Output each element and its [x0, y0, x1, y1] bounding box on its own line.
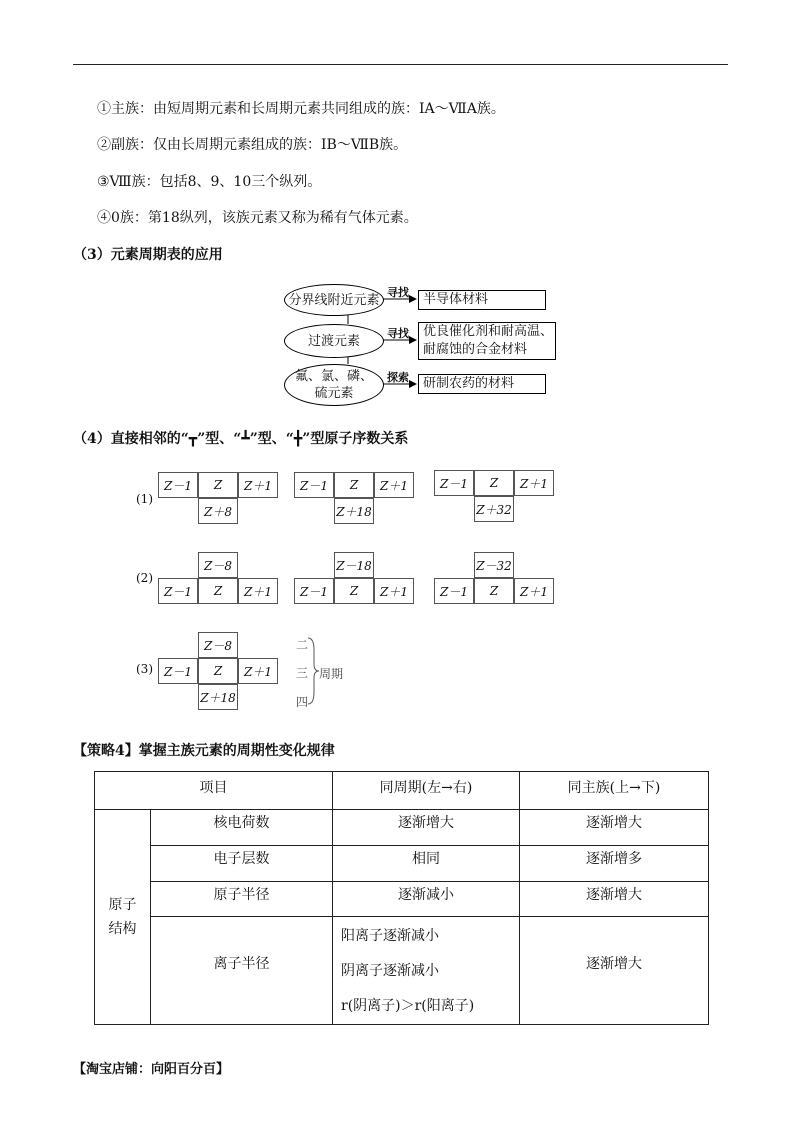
- ion-period-line: r(阴离子)＞r(阳离子): [341, 998, 475, 1014]
- section-3-heading: （3）元素周期表的应用: [73, 247, 223, 263]
- ellipse-boundary-elements: 分界线附近元素: [284, 284, 384, 316]
- grid-cell: Z＋1: [238, 658, 278, 684]
- item-cell: 核电荷数: [151, 810, 333, 846]
- item-cell: 原子半径: [151, 882, 333, 917]
- grid-cell: Z＋18: [334, 498, 374, 524]
- group-label-2: 结构: [108, 921, 137, 937]
- grid-cell: Z: [198, 578, 238, 604]
- ellipse-line-2: 硫元素: [314, 386, 354, 401]
- period-brace: [306, 636, 320, 706]
- result-pesticide: 研制农药的材料: [418, 374, 546, 394]
- grid-cell: Z＋32: [474, 496, 514, 522]
- grid-cell: Z－8: [198, 552, 238, 578]
- grid-cell: Z＋1: [374, 578, 414, 604]
- strategy-4-heading: 【策略4】掌握主族元素的周期性变化规律: [73, 743, 335, 759]
- ion-period-line: 阳离子逐渐减小: [341, 928, 439, 944]
- arrow-label-1: 寻找: [387, 286, 409, 299]
- period-cell: 逐渐减小: [333, 882, 520, 917]
- grid-cell: Z－1: [158, 578, 198, 604]
- table-header-row: [95, 772, 709, 810]
- grid-cell: Z＋1: [238, 472, 278, 498]
- ellipse-line-1: 氟、氯、磷、: [294, 369, 373, 384]
- header-family: 同主族(上→下): [520, 772, 709, 810]
- row-label-3: (3): [136, 662, 153, 676]
- grid-cell: Z: [474, 578, 514, 604]
- period-label-4: 四: [296, 695, 309, 709]
- table-row: [95, 810, 709, 846]
- grid-cell: Z: [198, 658, 238, 684]
- period-cell: 相同: [333, 846, 520, 882]
- result-catalyst: [418, 322, 556, 360]
- grid-cell: Z＋1: [238, 578, 278, 604]
- group-label-1: 原子: [108, 897, 137, 913]
- grid-cell: Z＋8: [198, 498, 238, 524]
- grid-cell: Z: [334, 578, 374, 604]
- section-4-heading: （4）直接相邻的“┳”型、“┻”型、“╋”型原子序数关系: [73, 431, 409, 447]
- grid-cell: Z－1: [434, 470, 474, 496]
- grid-cell: Z－32: [474, 552, 514, 578]
- grid-cell: Z－8: [198, 632, 238, 658]
- diagram-connectors: [0, 0, 800, 420]
- grid-cell: Z－1: [294, 578, 334, 604]
- grid-cell: Z－18: [334, 552, 374, 578]
- main-group-line: ①主族：由短周期元素和长周期元素共同组成的族：ⅠA～ⅦA族。: [97, 101, 505, 117]
- grid-cell: Z: [334, 472, 374, 498]
- sub-group-line: ②副族：仅由长周期元素组成的族：ⅠB～ⅦB族。: [97, 137, 408, 153]
- item-cell: 电子层数: [151, 846, 333, 882]
- family-cell: 逐渐增大: [520, 810, 709, 846]
- ellipse-nonmetal-elements: [284, 364, 384, 406]
- family-cell: 逐渐增大: [520, 882, 709, 917]
- grid-cell: Z－1: [158, 472, 198, 498]
- group-0-line: ④0族：第18纵列，该族元素又称为稀有气体元素。: [97, 210, 418, 226]
- ion-period-line: 阴离子逐渐减小: [341, 963, 439, 979]
- grid-cell: Z＋18: [198, 684, 238, 710]
- table-row: [95, 917, 709, 1025]
- grid-cell: Z: [474, 470, 514, 496]
- ellipse-transition-elements: 过渡元素: [284, 324, 384, 358]
- row-label-2: (2): [136, 571, 153, 585]
- atomic-structure-cell: [95, 810, 151, 1025]
- group-8-line: ③Ⅷ族：包括8、9、10三个纵列。: [97, 174, 322, 190]
- grid-cell: Z－1: [294, 472, 334, 498]
- result-catalyst-line-2: 耐腐蚀的合金材料: [423, 342, 528, 357]
- result-semiconductor: 半导体材料: [418, 290, 546, 310]
- table-row: [95, 882, 709, 917]
- arrow-label-2: 寻找: [387, 327, 409, 340]
- grid-cell: Z＋1: [514, 470, 554, 496]
- periodic-trend-table: [94, 771, 709, 1025]
- result-catalyst-line-1: 优良催化剂和耐高温、: [423, 324, 554, 339]
- grid-cell: Z－1: [434, 578, 474, 604]
- family-cell: 逐渐增大: [520, 917, 709, 1025]
- header-item: 项目: [95, 772, 333, 810]
- item-cell: 离子半径: [151, 917, 333, 1025]
- grid-cell: Z: [198, 472, 238, 498]
- period-cell: 逐渐增大: [333, 810, 520, 846]
- grid-cell: Z＋1: [514, 578, 554, 604]
- ion-period-cell: [333, 917, 520, 1025]
- grid-cell: Z＋1: [374, 472, 414, 498]
- period-label-2: 二: [296, 638, 309, 652]
- shop-footer: 【淘宝店铺：向阳百分百】: [73, 1062, 230, 1077]
- grid-cell: Z－1: [158, 658, 198, 684]
- row-label-1: (1): [136, 492, 153, 506]
- table-row: [95, 846, 709, 882]
- period-label-3: 三: [296, 666, 309, 680]
- arrow-label-3: 探索: [387, 371, 409, 384]
- header-period: 同周期(左→右): [333, 772, 520, 810]
- family-cell: 逐渐增多: [520, 846, 709, 882]
- period-word: 周期: [319, 667, 344, 681]
